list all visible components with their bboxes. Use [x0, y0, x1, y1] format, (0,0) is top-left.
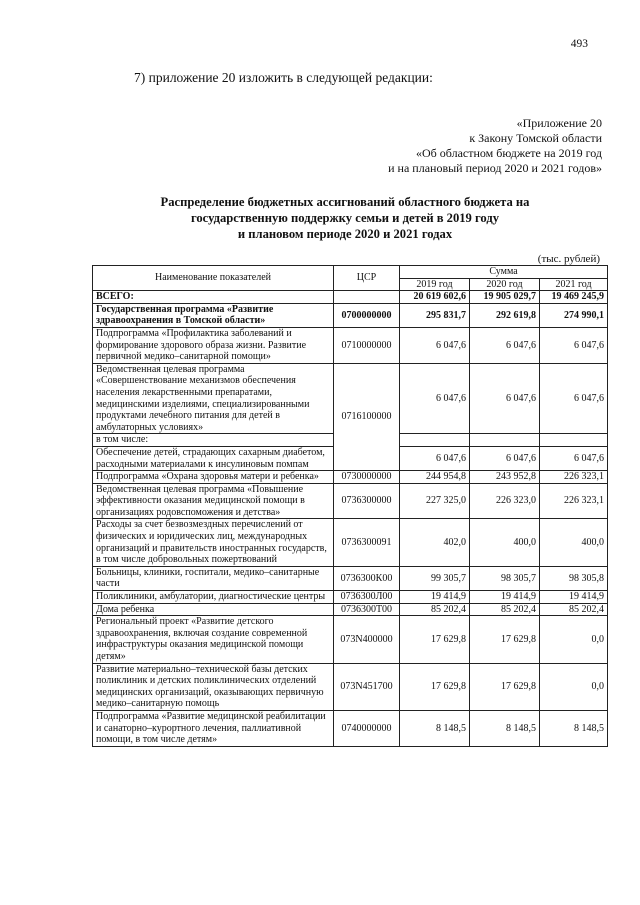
- appendix-line-3: «Об областном бюджете на 2019 год: [416, 146, 602, 160]
- row-name: ВСЕГО:: [93, 291, 334, 304]
- row-name: Дома ребенка: [93, 603, 334, 616]
- row-value-2019: 402,0: [400, 519, 470, 566]
- row-code: [334, 291, 400, 304]
- row-value-2020: 6 047,6: [470, 327, 540, 363]
- row-name: Региональный проект «Развитие детского здравоохранения, включая создание современной инфраструктуры оказания медицинской помощи детям»: [93, 616, 334, 663]
- document-title: [90, 194, 600, 242]
- appendix-line-4: и на плановый период 2020 и 2021 годов»: [388, 161, 602, 175]
- row-code: 0736300К00: [334, 566, 400, 590]
- row-value-2021: 85 202,4: [540, 603, 608, 616]
- row-code: 0736300Т00: [334, 603, 400, 616]
- title-line-3: и плановом периоде 2020 и 2021 годах: [237, 227, 453, 241]
- row-name: Государственная программа «Развитие здравоохранения в Томской области»: [93, 303, 334, 327]
- header-2019: 2019 год: [400, 278, 470, 291]
- row-value-2020: 85 202,4: [470, 603, 540, 616]
- row-code: 073N400000: [334, 616, 400, 663]
- header-2020: 2020 год: [470, 278, 540, 291]
- row-value-2019: 8 148,5: [400, 710, 470, 746]
- table-row: [93, 603, 608, 616]
- row-value-2021: 6 047,6: [540, 446, 608, 470]
- row-name: Ведомственная целевая программа «Совершенствование механизмов обеспечения населения лекарственными препаратами, медицинскими изделиями, специализированными продуктами лечебного питания для детей в амбулаторных условиях»: [93, 363, 334, 434]
- row-code: 0716100000: [334, 363, 400, 470]
- row-name: Расходы за счет безвозмездных перечислений от физических и юридических лиц, международных организаций и правительств иностранных государств, в том числе добровольных пожертвований: [93, 519, 334, 566]
- title-line-1: Распределение бюджетных ассигнований областного бюджета на: [160, 195, 530, 209]
- header-sum: Сумма: [400, 266, 608, 279]
- row-value-2021: 98 305,8: [540, 566, 608, 590]
- row-value-2019: 85 202,4: [400, 603, 470, 616]
- row-value-2021: 274 990,1: [540, 303, 608, 327]
- row-value-2020: 243 952,8: [470, 471, 540, 484]
- row-code: 073N451700: [334, 663, 400, 710]
- row-value-2020: 98 305,7: [470, 566, 540, 590]
- row-code: 0736300091: [334, 519, 400, 566]
- row-value-2020: 19 905 029,7: [470, 291, 540, 304]
- table-row: [93, 483, 608, 519]
- row-value-2019: 6 047,6: [400, 363, 470, 434]
- row-value-2019: 20 619 602,6: [400, 291, 470, 304]
- row-value-2021: 19 469 245,9: [540, 291, 608, 304]
- row-code: 0736300Л00: [334, 591, 400, 604]
- budget-table: [92, 265, 608, 747]
- table-row: [93, 291, 608, 304]
- row-value-2019: 6 047,6: [400, 446, 470, 470]
- row-value-2021: 0,0: [540, 616, 608, 663]
- table-row: [93, 519, 608, 566]
- table-row: [93, 663, 608, 710]
- table-row: [93, 471, 608, 484]
- row-name: в том числе:: [93, 434, 334, 447]
- header-name: Наименование показателей: [93, 266, 334, 291]
- row-name: Больницы, клиники, госпитали, медико–санитарные части: [93, 566, 334, 590]
- row-value-2021: 8 148,5: [540, 710, 608, 746]
- row-value-2020: [470, 434, 540, 447]
- row-value-2021: 400,0: [540, 519, 608, 566]
- table-row: [93, 616, 608, 663]
- row-value-2019: 19 414,9: [400, 591, 470, 604]
- row-value-2021: 0,0: [540, 663, 608, 710]
- header-code: ЦСР: [334, 266, 400, 291]
- row-value-2019: 17 629,8: [400, 616, 470, 663]
- unit-label: (тыс. рублей): [537, 253, 600, 265]
- appendix-line-2: к Закону Томской области: [469, 131, 602, 145]
- row-value-2019: 6 047,6: [400, 327, 470, 363]
- row-value-2020: 400,0: [470, 519, 540, 566]
- row-value-2021: 19 414,9: [540, 591, 608, 604]
- row-value-2020: 226 323,0: [470, 483, 540, 519]
- table-row: [93, 363, 608, 434]
- page-number: 493: [570, 38, 588, 50]
- row-code: 0710000000: [334, 327, 400, 363]
- table-row: [93, 591, 608, 604]
- intro-text: 7) приложение 20 изложить в следующей редакции:: [134, 70, 433, 85]
- row-value-2021: 6 047,6: [540, 327, 608, 363]
- row-value-2020: 17 629,8: [470, 616, 540, 663]
- table-row: [93, 303, 608, 327]
- row-value-2021: [540, 434, 608, 447]
- row-value-2019: 17 629,8: [400, 663, 470, 710]
- table-row: [93, 566, 608, 590]
- row-name: Обеспечение детей, страдающих сахарным диабетом, расходными материалами к инсулиновым помпам: [93, 446, 334, 470]
- row-value-2020: 17 629,8: [470, 663, 540, 710]
- row-name: Развитие материально–технической базы детских поликлиник и детских поликлинических отделений медицинских организаций, оказывающих первичную медико–санитарную помощь: [93, 663, 334, 710]
- row-name: Подпрограмма «Развитие медицинской реабилитации и санаторно–курортного лечения, паллиативной помощи, в том числе детям»: [93, 710, 334, 746]
- row-value-2021: 226 323,1: [540, 483, 608, 519]
- title-line-2: государственную поддержку семьи и детей в 2019 году: [190, 211, 500, 225]
- row-value-2019: 295 831,7: [400, 303, 470, 327]
- row-value-2020: 8 148,5: [470, 710, 540, 746]
- row-name: Поликлиники, амбулатории, диагностические центры: [93, 591, 334, 604]
- row-value-2020: 6 047,6: [470, 446, 540, 470]
- row-value-2020: 6 047,6: [470, 363, 540, 434]
- header-2021: 2021 год: [540, 278, 608, 291]
- row-value-2019: [400, 434, 470, 447]
- row-code: 0700000000: [334, 303, 400, 327]
- row-value-2021: 6 047,6: [540, 363, 608, 434]
- row-value-2019: 227 325,0: [400, 483, 470, 519]
- row-code: 0730000000: [334, 471, 400, 484]
- row-name: Подпрограмма «Профилактика заболеваний и формирование здорового образа жизни. Развитие первичной медико–санитарной помощи»: [93, 327, 334, 363]
- row-code: 0740000000: [334, 710, 400, 746]
- table-row: [93, 710, 608, 746]
- row-value-2019: 244 954,8: [400, 471, 470, 484]
- row-name: Подпрограмма «Охрана здоровья матери и ребенка»: [93, 471, 334, 484]
- row-code: 0736300000: [334, 483, 400, 519]
- appendix-line-1: «Приложение 20: [516, 116, 602, 130]
- row-value-2020: 292 619,8: [470, 303, 540, 327]
- row-value-2020: 19 414,9: [470, 591, 540, 604]
- table-row: [93, 327, 608, 363]
- appendix-header: [388, 116, 602, 176]
- row-value-2021: 226 323,1: [540, 471, 608, 484]
- row-value-2019: 99 305,7: [400, 566, 470, 590]
- row-name: Ведомственная целевая программа «Повышение эффективности оказания медицинской помощи в организациях родовспоможения и детства»: [93, 483, 334, 519]
